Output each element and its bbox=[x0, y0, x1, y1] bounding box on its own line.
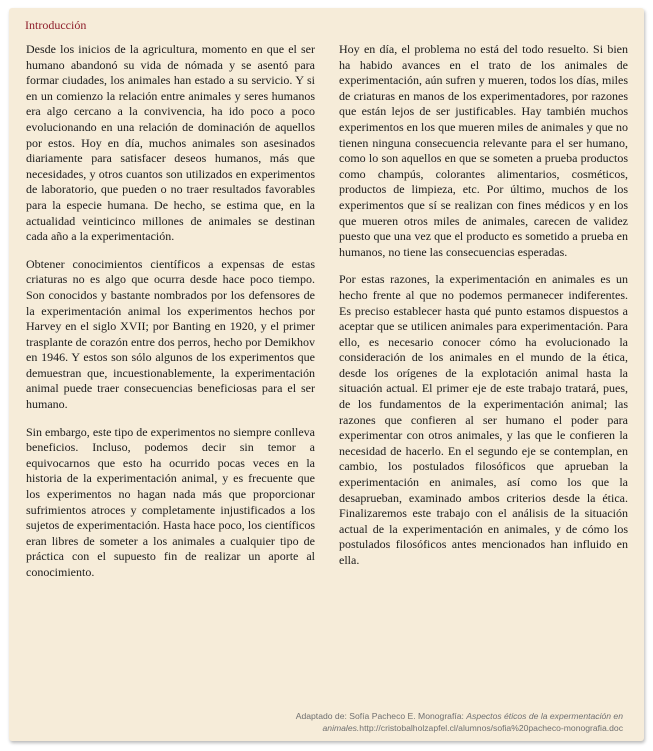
paragraph: Hoy en día, el problema no está del todo resuelto. Si bien ha habido avances en el trato de los animales de experimentación, aún sufren y mueren, todos los días, miles de criaturas en manos de los experimentadores, por razones que están lejos de ser justificables. Hay también muchos experimentos en los que mueren miles de animales y que no tienen ninguna consecuencia relevante para el ser humano, como lo son aquellos en que se someten a prueba productos como champús, colorantes alimentarios, cosméticos, productos de limpieza, etc. Por último, muchos de los experimentos que sí se realizan con fines médicos y en los que mueren otros miles de animales, carecen de validez puesto que una vez que el producto es sometido a prueba en humanos, no tiene las consecuencias esperadas. bbox=[339, 42, 628, 259]
section-heading: Introducción bbox=[25, 18, 87, 32]
left-column bbox=[26, 42, 315, 692]
source-prefix: Adaptado de: Sofía Pacheco E. Monografía: bbox=[295, 711, 467, 721]
paragraph: Por estas razones, la experimentación en animales es un hecho frente al que no podemos permanecer indiferentes. Es preciso establecer hasta qué punto estamos dispuestos a aceptar que se utilicen animales para experimentación. Para ello, es necesario conocer cómo ha evolucionado la consideración de los animales en el mundo de la ética, desde los orígenes de la explotación animal hasta la situación actual. El primer eje de este trabajo tratará, pues, de los fundamentos de la experimentación animal; las razones que confieren al ser humano el poder para experimentar con otros animales, y las que le confieren la necesidad de hacerlo. En el segundo eje se contemplan, en cambio, los postulados filosóficos que aprueban la experimentación en animales, así como los que la desaprueban, examinado ambos criterios desde la ética. Finalizaremos este trabajo con el análisis de la situación actual de la experimentación en animales, y de cómo los postulados filosóficos antes mencionados han influido en ella. bbox=[339, 272, 628, 567]
paragraph: Desde los inicios de la agricultura, momento en que el ser humano abandonó su vida de nómada y se asentó para formar ciudades, los animales han estado a su servicio. Y si en un comienzo la relación entre animales y seres humanos era algo cercano a la convivencia, ha ido poco a poco evolucionando en una relación de dominación de aquellos por estos. Hoy en día, muchos animales son asesinados diariamente para satisfacer deseos humanos, más que necesidades, y otros cuantos son utilizados en experimentos de laboratorio, que pueden o no traer resultados favorables para la especie humana. De hecho, se estima que, en la actualidad veinticinco millones de animales se destinan cada año a la experimentación. bbox=[26, 42, 315, 244]
source-url: http://cristobalholzapfel.cl/alumnos/sofia%20pacheco-monografia.doc bbox=[359, 723, 623, 733]
source-citation bbox=[203, 710, 623, 734]
source-title: Aspectos éticos de la expermentación en animales. bbox=[322, 711, 623, 733]
paragraph: Obtener conocimientos científicos a expensas de estas criaturas no es algo que ocurra desde hace poco tiempo. Son conocidos y bastante nombrados por los defensores de la experimentación animal los experimentos hechos por Harvey en el siglo XVII; por Banting en 1920, y el primer trasplante de corazón entre dos perros, hecho por Demikhov en 1946. Y estos son sólo algunos de los experimentos que demuestran que, incuestionablemente, la experimentación animal puede traer consecuencias beneficiosas para el ser humano. bbox=[26, 256, 315, 412]
text-columns bbox=[26, 42, 628, 692]
right-column bbox=[339, 42, 628, 692]
paragraph: Sin embargo, este tipo de experimentos no siempre conlleva beneficios. Incluso, podemos decir sin temor a equivocarnos que esto ha ocurrido pocas veces en la historia de la experimentación animal, y es frecuente que los experimentos no hagan nada más que proporcionar sufrimientos atroces y completamente injustificados a los sujetos de experimentación. Hasta hace poco, los científicos eran libres de someter a los animales a cualquier tipo de práctica con el supuesto fin de realizar un aporte al conocimiento. bbox=[26, 424, 315, 579]
